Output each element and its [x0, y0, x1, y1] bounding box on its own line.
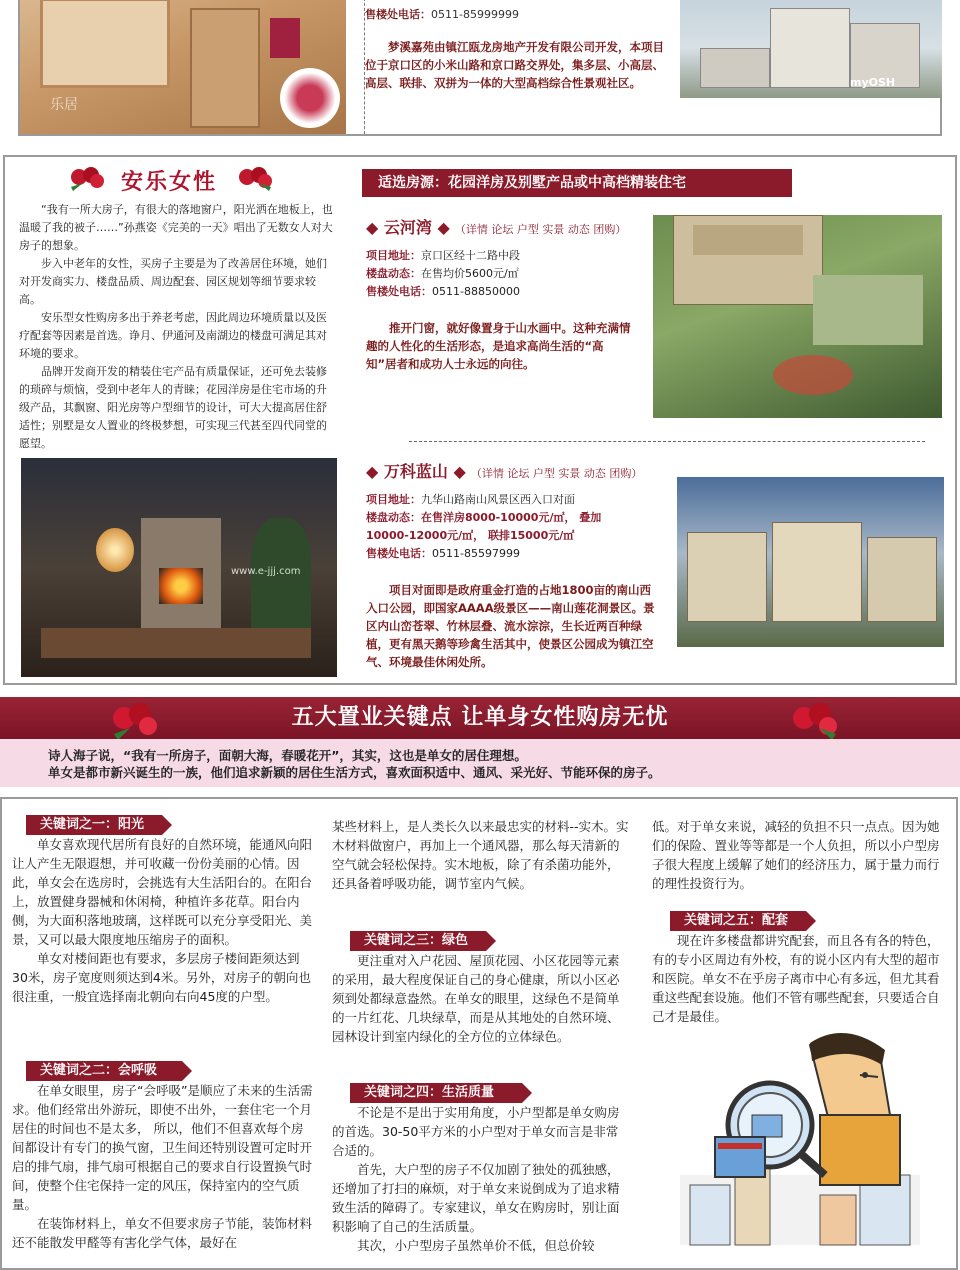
project-1-phone: 0511-88850000 [432, 285, 520, 298]
project-2-status: 在售洋房8000-10000元/㎡， 叠加10000-12000元/㎡， 联排15000元/㎡ [366, 511, 602, 542]
keyword-1-text [12, 835, 314, 1006]
project-1-header [366, 215, 626, 238]
project-1-address: 京口区经十二路中段 [421, 249, 520, 262]
anle-title: 安乐女性 [121, 170, 218, 195]
keyword-2-tag: 关键词之二：会呼吸 [26, 1061, 182, 1081]
image-watermark-2: myOSH [850, 76, 896, 89]
intro-band [0, 739, 960, 787]
furniture-photo [20, 0, 346, 134]
project-1-address-row [366, 247, 646, 265]
intro-line-1: 诗人海子说，“我有一所房子，面朝大海，春暖花开”，其实，这也是单女的居住理想。 [48, 748, 527, 763]
keyword-2-text [12, 1081, 314, 1252]
project-2-status-row [366, 509, 641, 545]
image-watermark-3: www.e-jjj.com [231, 566, 301, 577]
project-1-status-row [366, 265, 646, 283]
keyword-paragraph: 单女喜欢现代居所有良好的自然环境，能通风向阳让人产生无限遐想，并可收藏一份份美丽的心情。因此，单女会在选房时，会挑选有大生活阳台的。在阳台上，放置健身器械和休闲椅，种植许多花草。阳台内侧，为大面积落地玻璃，这样既可以充分享受阳光、美景，又可以最大限度地压缩房子的面积。 [12, 837, 313, 947]
project-1-name: ◆ 云河湾 ◆ [366, 218, 450, 237]
project-2-info [366, 491, 641, 563]
address-label: 项目地址： [366, 249, 421, 262]
project-2-links[interactable]: （详情 论坛 户型 实景 动态 团购） [470, 467, 643, 480]
keyword-paragraph: 单女对楼间距也有要求，多层房子楼间距须达到30米，房子宽度则须达到4米。另外，对房子的朝向也很注重，一般宜选择南北朝向右向45度的户型。 [12, 951, 311, 1004]
keyword-paragraph: 在装饰材料上，单女不但要求房子节能，装饰材料还不能散发甲醛等有害化学气体，最好在 [12, 1216, 313, 1250]
project-2-description: 项目对面即是政府重金打造的占地1800亩的南山西入口公园，即国家AAAA级景区——南山莲花洞景区。景区内山峦苍翠、竹林层叠、流水淙淙，生长近两百种绿植，更有黑天鹅等珍禽生活其中，使景区公园成为镇江空气、环境最佳休闲处所。 [366, 583, 655, 669]
project-2-name: ◆ 万科蓝山 ◆ [366, 462, 466, 481]
column-3-top: 低。对于单女来说，减轻的负担不只一点点。因为她们的保险、置业等等都是一个人负担，所以小户型房子很大程度上缓解了她们的经济压力，属于量力而行的理性投资行为。 [652, 819, 940, 891]
rose-icon [790, 700, 840, 740]
project-2-header [366, 459, 642, 482]
townhouse-photo [677, 477, 944, 647]
magnifier-cartoon-illustration [660, 1025, 940, 1255]
keypoints-title: 五大置业关键点 让单身女性购房无忧 [291, 705, 669, 730]
phone-value: 0511-85999999 [431, 8, 519, 21]
intro-line-2: 单女是都市新兴诞生的一族，他们追求新颖的居住生活方式，喜欢面积适中、通风、采光好、节能环保的房子。 [48, 765, 661, 780]
keyword-paragraph: 在单女眼里，房子“会呼吸”是顺应了未来的生活需求。他们经常出外游玩，即使不出外，一套住宅一个月居住的时间也不是太多， 所以，他们不但喜欢每个房间都设计有专门的换气窗，卫生间还特别设置可定时开启的排气扇，排气扇可根据自己的要求自行设置换气时间，使整个住宅保持一定的风压，保持室内的空气质量。 [12, 1083, 313, 1212]
keyword-4-tag: 关键词之四：生活质量 [350, 1083, 522, 1103]
status-label: 楼盘动态： [366, 267, 421, 280]
keyword-4-text [332, 1103, 630, 1255]
rose-icon [237, 165, 273, 191]
address-label: 项目地址： [366, 493, 421, 506]
phone-label: 售楼处电话： [365, 8, 431, 21]
project-2-address: 九华山路南山风景区西入口对面 [421, 493, 575, 506]
keyword-paragraph: 更注重对入户花园、屋顶花园、小区花园等元素的采用，最大程度保证自己的身心健康，所以小区必须到处都绿意盎然。在单女的眼里，这绿色不是简单的一片红花、几块绿草，而是从其地处的自然环境、园林设计到室内绿化的全方位的立体绿色。 [332, 953, 620, 1044]
keyword-5-text [652, 931, 950, 1026]
building-photo [680, 0, 942, 98]
anle-section [3, 155, 957, 685]
top-section [18, 0, 942, 136]
phone-label: 售楼处电话： [366, 547, 432, 560]
keyword-5-tag: 关键词之五：配套 [670, 911, 806, 931]
project-1-phone-row [366, 283, 646, 301]
project-2-phone-row [366, 545, 641, 563]
fireplace-photo [21, 458, 337, 677]
image-watermark: 乐居 [50, 97, 78, 113]
project-1-info [366, 247, 646, 301]
column-2-top: 某些材料上，是人类长久以来最忠实的材料--实木。实木材料做窗户，再加上一个通风器，那么每天清新的空气就会轻松保持。实木地板，除了有杀菌功能外，还具备着呼吸功能，调节室内气候。 [332, 819, 629, 891]
project-2-address-row [366, 491, 641, 509]
recommend-banner: 适选房源：花园洋房及别墅产品或中高档精装住宅 [362, 169, 792, 197]
keyword-3-tag: 关键词之三：绿色 [350, 931, 486, 951]
top-description: 梦溪嘉苑由镇江瓯龙房地产开发有限公司开发，本项目位于京口区的小米山路和京口路交界处，集多层、小高层、高层、联排、双拼为一体的大型高档综合性景观社区。 [365, 40, 664, 90]
project-1-links[interactable]: （详情 论坛 户型 实景 动态 团购） [454, 223, 627, 236]
status-label: 楼盘动态： [366, 511, 421, 524]
anle-text [19, 201, 337, 453]
project-1-status: 在售均价5600元/㎡ [421, 267, 519, 280]
rose-icon [110, 700, 160, 740]
keyword-paragraph: 其次，小户型房子虽然单价不低，但总价较 [357, 1238, 595, 1253]
project-divider [409, 441, 925, 442]
phone-label: 售楼处电话： [366, 285, 432, 298]
anle-paragraph: “我有一所大房子，有很大的落地窗户，阳光洒在地板上，也温暖了我的被子……”孙燕姿《完美的一天》唱出了无数女人对大房子的想象。 [19, 203, 333, 252]
keyword-paragraph: 现在许多楼盘都讲究配套，而且各有各的特色，有的专小区周边有外校，有的说小区内有大型的超市和医院。单女不在乎房子离市中心有多远，但尤其看重这些配套设施。他们不管有哪些配套，只要适合自己才是最佳。 [652, 933, 940, 1024]
rose-icon [69, 165, 105, 191]
anle-paragraph: 安乐型女性购房多出于养老考虑，因此周边环境质量以及医疗配套等因素是首选。诤月、伊通河及南湖边的楼盘可满足其对环境的要求。 [19, 311, 327, 360]
anle-paragraph: 品牌开发商开发的精装住宅产品有质量保证，还可免去装修的琐碎与烦恼，受到中老年人的青睐；花园洋房是住宅市场的升级产品，其飘窗、阳光房等户型细节的设计，可大大提高居住舒适性；别墅是女人置业的终极梦想，可实现三代甚至四代同堂的愿望。 [19, 365, 327, 450]
keyword-1-tag: 关键词之一：阳光 [26, 815, 162, 835]
project-2-phone: 0511-85597999 [432, 547, 520, 560]
keyword-paragraph: 首先，大户型的房子不仅加剧了独处的孤独感，还增加了打扫的麻烦，对于单女来说倒成为了追求精致生活的障碍了。专家建议，单女在购房时，别让面积影响了自己的生活质量。 [332, 1162, 620, 1234]
keyword-3-text [332, 951, 630, 1046]
project-1-description: 推开门窗，就好像置身于山水画中。这种充满情趣的人性化的生活形态，是追求高尚生活的“高知”居者和成功人士永远的向往。 [366, 321, 631, 371]
anle-paragraph: 步入中老年的女性，买房子主要是为了改善居住环境，她们对开发商实力、楼盘品质、周边配套、园区规划等细节要求较高。 [19, 257, 327, 306]
garden-villa-photo [653, 215, 942, 418]
keywords-section [0, 797, 958, 1270]
keyword-paragraph: 不论是不是出于实用角度，小户型都是单女购房的首选。30-50平方米的小户型对于单女而言是非常合适的。 [332, 1105, 620, 1158]
top-phone [365, 6, 519, 24]
